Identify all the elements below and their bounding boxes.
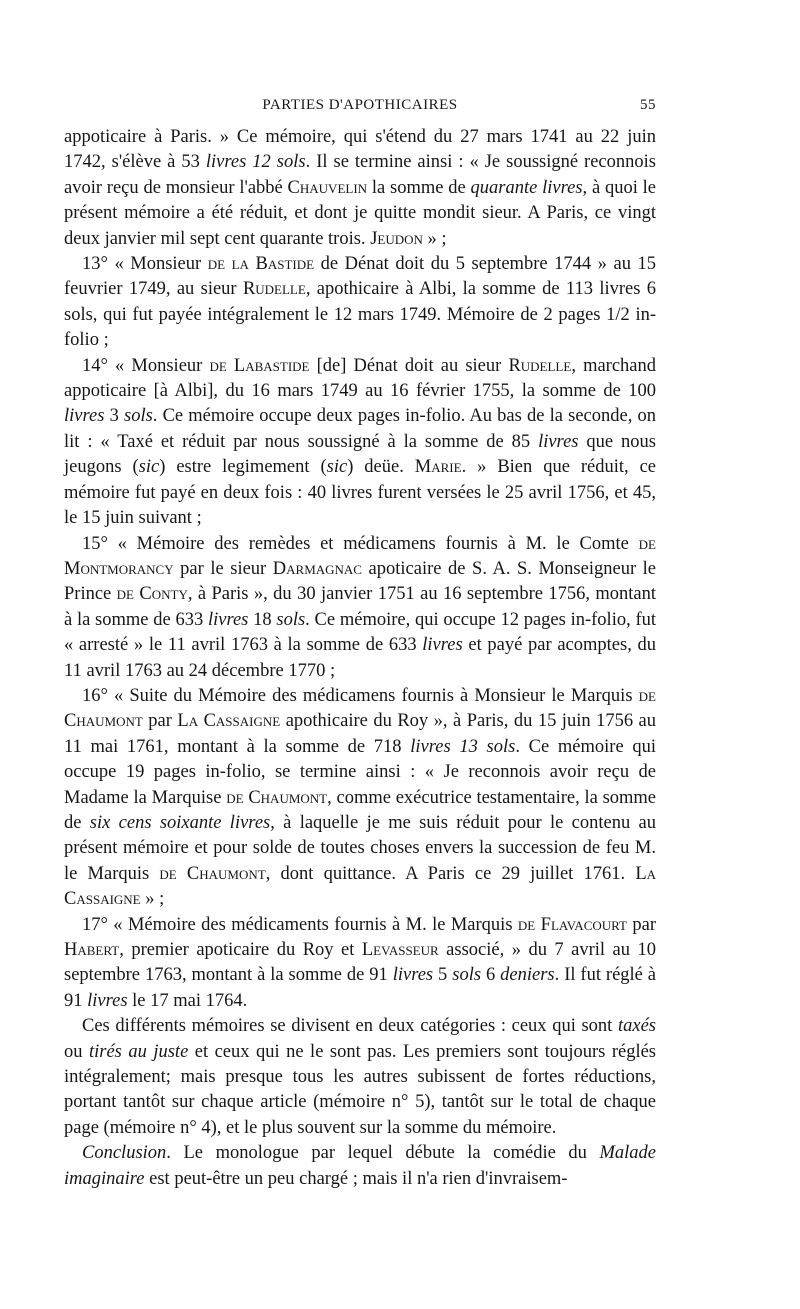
text-run: . Ce mémoire qui occupe 19 pages in-folio, se termine ainsi : « Je reconnois avoir reçu de Madame la Marquise [64, 736, 656, 808]
smallcaps-name: Rudelle [242, 279, 306, 300]
page-number: 55 [640, 97, 656, 113]
text-run: appoticaire à Paris. » Ce mémoire, qui s'étend du 27 mars 1741 au 22 juin 1742, s'élève à 53 [64, 127, 656, 173]
text-run: le 17 mai 1764. [127, 990, 248, 1011]
body-text [64, 125, 656, 1192]
text-run: 16° « Suite du Mémoire des médicamens fournis à Monsieur le Marquis [82, 685, 639, 706]
text-run: 5 [433, 965, 453, 986]
paragraph [64, 354, 656, 532]
smallcaps-name: de la Bastide [207, 254, 315, 275]
text-run: 18 [248, 609, 277, 630]
text-run: , marchand appoticaire [à Albi], du 16 mars 1749 au 16 février 1755, la somme de 100 [64, 355, 657, 402]
text-run: , à Paris », du 30 janvier 1751 au 16 septembre 1756, montant à la somme de 633 [64, 584, 656, 630]
smallcaps-name: de Chaumont [64, 685, 656, 732]
text-run: associé, » du 7 avril au 10 septembre 1763, montant à la somme de 91 [64, 940, 656, 986]
paragraph [64, 684, 656, 913]
text-run: . Ce mémoire occupe deux pages in-folio. Au bas de la seconde, on lit : « Taxé et réduit par nous soussigné à la somme de 85 [64, 406, 657, 452]
text-run: 15° « Mémoire des remèdes et médicamens fournis à M. le Comte [82, 533, 639, 554]
italic-run: livres 12 sols [205, 152, 306, 173]
italic-run: sols [276, 609, 306, 630]
text-run: , premier apoticaire du Roy et [119, 940, 362, 960]
italic-run: Conclusion [82, 1143, 167, 1164]
text-run: apoticaire de S. A. S. Monseigneur le Prince [64, 558, 657, 605]
text-run: de Dénat doit du 5 septembre 1744 » au 15 feuvrier 1749, au sieur [64, 254, 657, 300]
smallcaps-name: Chauvelin [287, 177, 368, 198]
italic-run: deniers [500, 965, 555, 986]
text-run: et payé par acomptes, du 11 avril 1763 au 24 décembre 1770 ; [64, 635, 657, 681]
text-run: 3 [104, 406, 124, 427]
paragraph [64, 252, 656, 354]
italic-run: livres [207, 609, 249, 630]
italic-run: sols [124, 406, 153, 427]
italic-run: livres [422, 635, 463, 656]
smallcaps-name: Rudelle [508, 355, 572, 376]
text-run: ) deüe. [347, 457, 415, 478]
smallcaps-name: La Cassaigne [177, 711, 281, 732]
text-run: [de] Dénat doit au sieur [309, 355, 509, 376]
italic-run: sic [326, 457, 348, 478]
text-run: , dont quittance. A Paris ce 29 juillet 1761. [265, 863, 636, 884]
text-run: 13° « Monsieur [82, 254, 208, 275]
italic-run: livres [538, 431, 579, 452]
text-run: ) estre legimement ( [159, 457, 327, 478]
italic-run: livres 13 sols [410, 736, 516, 757]
italic-run: livres [392, 965, 434, 986]
text-run: , à laquelle je me suis réduit pour le contenu au présent mémoire et pour solde de toutes choses envers la succession de feu M. le Marquis [64, 812, 656, 884]
smallcaps-name: de Chaumont [159, 863, 266, 884]
italic-run: sic [138, 457, 160, 478]
italic-run: quarante livres [470, 177, 583, 198]
text-run: par [142, 711, 178, 732]
smallcaps-name: de Chaumont [226, 787, 328, 808]
text-run: par le sieur [173, 558, 273, 579]
paragraph [64, 913, 656, 1015]
text-run: » ; [422, 228, 447, 249]
smallcaps-name: de Conty [116, 584, 188, 605]
text-run: » ; [140, 889, 165, 910]
text-run: . Il se termine ainsi : « Je soussigné reconnois avoir reçu de monsieur l'abbé [64, 152, 656, 198]
smallcaps-name: La Cassaigne [64, 863, 657, 910]
italic-run: sols [452, 965, 482, 986]
text-run: ou [64, 1041, 89, 1062]
text-run: Ces différents mémoires se divisent en deux catégories : ceux qui sont [82, 1016, 618, 1037]
italic-run: tirés au juste [88, 1041, 189, 1062]
smallcaps-name: Darmagnac [272, 558, 362, 579]
italic-run: taxés [617, 1016, 656, 1037]
smallcaps-name: de Labastide [209, 355, 310, 376]
running-title: PARTIES D'APOTHICAIRES [262, 97, 458, 113]
paragraph [64, 1141, 656, 1192]
text-run: . » Bien que réduit, ce mémoire fut payé en deux fois : 40 livres furent versées le 25 avril 1756, et 45, le 15 juin suivant ; [64, 457, 656, 529]
paragraph [64, 125, 656, 252]
text-run: . Il fut réglé à 91 [64, 965, 657, 1011]
italic-run: six cens soixante livres [89, 812, 271, 833]
text-run: 17° « Mémoire des médicaments fournis à M. le Marquis [82, 914, 518, 935]
text-run: . Le monologue par lequel débute la comédie du [166, 1143, 600, 1164]
smallcaps-name: Habert [64, 940, 120, 960]
text-run: , comme exécutrice testamentaire, la somme de [64, 787, 657, 833]
smallcaps-name: de Flavacourt [517, 914, 627, 935]
text-run: apothicaire du Roy », à Paris, du 15 juin 1756 au 11 mai 1761, montant à la somme de 718 [64, 711, 657, 757]
text-run: que nous jeugons ( [64, 431, 656, 478]
italic-run: livres [87, 990, 128, 1011]
text-run: 6 [481, 965, 501, 986]
paragraph [64, 532, 656, 684]
smallcaps-name: de Montmorancy [64, 533, 656, 579]
smallcaps-name: Levasseur [361, 940, 439, 960]
smallcaps-name: Marie [414, 457, 462, 478]
paragraph [64, 1014, 656, 1141]
smallcaps-name: Jeudon [370, 228, 423, 249]
text-run: , apothicaire à Albi, la somme de 113 livres 6 sols, qui fut payée intégralement le 12 mars 1749. Mémoire de 2 pages 1/2 in-folio ; [64, 279, 656, 351]
text-run: la somme de [367, 177, 471, 198]
text-run: . Ce mémoire, qui occupe 12 pages in-folio, fut « arresté » le 11 avril 1763 à la somme de 633 [64, 609, 657, 656]
italic-run: Malade imaginaire [64, 1143, 656, 1189]
text-run: par [626, 914, 657, 935]
text-run: 14° « Monsieur [82, 355, 210, 376]
text-run: et ceux qui ne le sont pas. Les premiers sont toujours réglés intégralement; mais presque tous les autres subissent de fortes réductions, portant tantôt sur chaque article (mémoire n° 5), tantôt sur le total de chaque page (mémoire n° 4), et le plus souvent sur la somme du mémoire. [64, 1041, 656, 1138]
text-run: est peut-être un peu chargé ; mais il n'a rien d'invraisem- [144, 1168, 568, 1189]
text-run: , à quoi le présent mémoire a été réduit, et dont je quitte mondit sieur. A Paris, ce vingt deux janvier mil sept cent quarante trois. [64, 177, 656, 249]
italic-run: livres [64, 406, 105, 427]
